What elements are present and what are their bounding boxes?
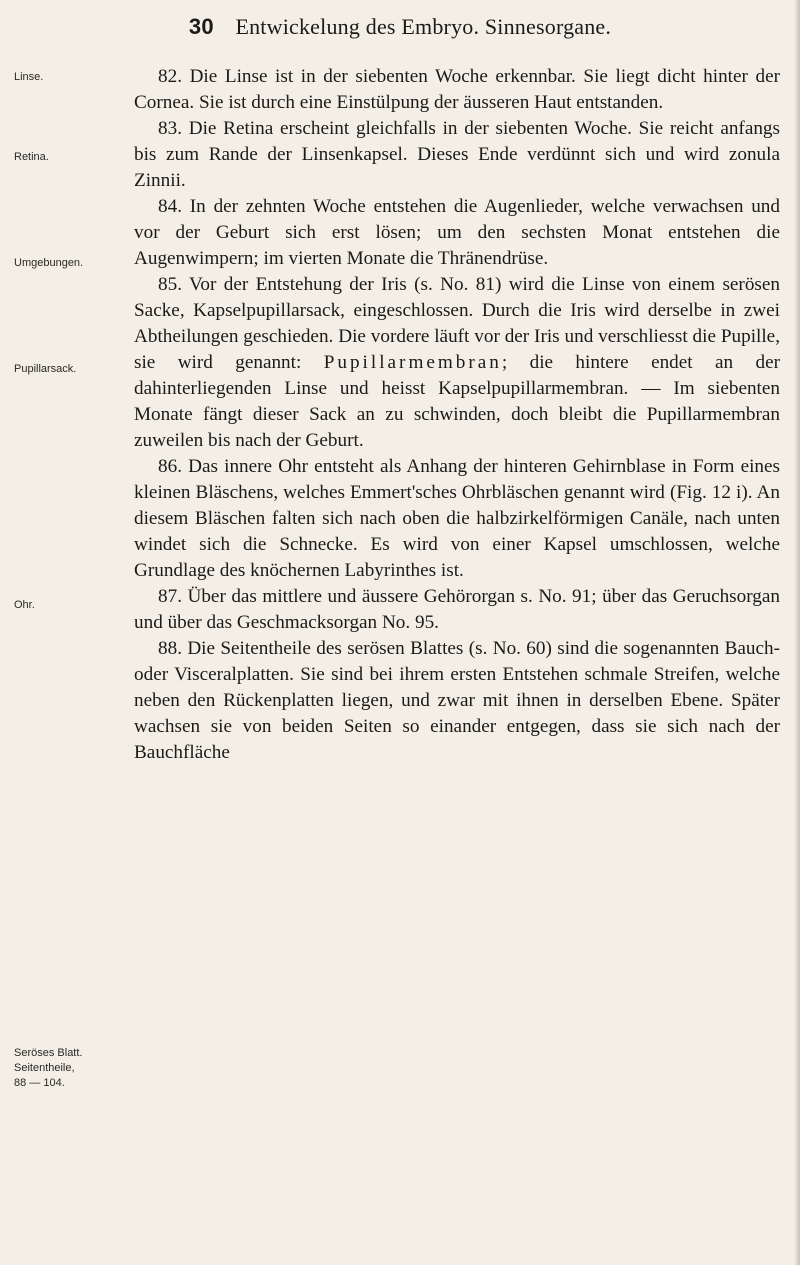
margin-note-linse: Linse. — [14, 71, 44, 83]
paragraph-84: 84. In der zehnten Woche entstehen die Augenlieder, welche verwachsen und vor der Geburt sich erst lösen; um den sechsten Monat entstehen die Augenwimpern; im vierten Monate die Thränendrüse. — [134, 196, 780, 269]
term-pupillarmembran: Pupillarmembran — [323, 352, 502, 373]
margin-note-retina: Retina. — [14, 151, 49, 163]
body-text — [134, 64, 780, 766]
running-title: Entwickelung des Embryo. Sinnesorgane. — [235, 14, 612, 39]
margin-note-umgebungen: Umgebungen. — [14, 257, 84, 269]
paragraph-88: 88. Die Seitentheile des serösen Blattes (s. No. 60) sind die sogenannten Bauch- oder Visceralplatten. Sie sind bei ihrem ersten Entstehen schmale Streifen, welche neben den Rückenplatten liegen, und zwar mit ihnen in derselben Ebene. Später wachsen sie von beiden Seiten so einander entgegen, dass sie sich nach der Bauchfläche — [134, 638, 780, 763]
margin-note-ohr: Ohr. — [14, 599, 35, 611]
paragraph-86: 86. Das innere Ohr entsteht als Anhang der hinteren Gehirnblase in Form eines kleinen Bläschens, welches Emmert'sches Ohrbläschen genannt wird (Fig. 12 i). An diesem Bläschen falten sich nach oben die halbzirkelförmigen Canäle, nach unten windet sich die Schnecke. Es wird von einer Kapsel umschlossen, welche Grundlage des knöchernen Labyrinthes ist. — [134, 456, 780, 581]
page-edge-shadow — [794, 0, 800, 1265]
paragraph-85-start: 85. Vor der Entstehung der Iris (s. No. 81) wird die Linse von einem serösen Sacke, Kapselpupillarsack, eingeschlossen. Durch die Iris wird derselbe in zwei Abtheilungen geschieden. Die vordere läuft vor der Iris und verschliesst die Pupille, sie wird genannt: — [134, 274, 780, 373]
page-header — [0, 14, 800, 40]
margin-note-seroses-blatt — [14, 1046, 94, 1091]
paragraph-82: 82. Die Linse ist in der siebenten Woche erkennbar. Sie liegt dicht hinter der Cornea. Sie ist durch eine Einstülpung der äusseren Haut entstanden. — [134, 66, 780, 113]
paragraph-83: 83. Die Retina erscheint gleichfalls in der siebenten Woche. Sie reicht anfangs bis zum Rande der Linsenkapsel. Dieses Ende verdünnt sich und wird zonula Zinnii. — [134, 118, 780, 191]
margin-note-seroses-blatt-line1: Seröses Blatt. — [14, 1047, 83, 1059]
margin-note-pupillarsack: Pupillarsack. — [14, 363, 77, 375]
page-number: 30 — [188, 14, 214, 39]
margin-note-range: 88 — 104. — [14, 1077, 65, 1089]
paragraph-85 — [134, 272, 780, 454]
margin-note-seitentheile: Seitentheile, — [14, 1062, 75, 1074]
paragraph-87: 87. Über das mittlere und äussere Gehörorgan s. No. 91; über das Geruchsorgan und über das Geschmacksorgan No. 95. — [134, 586, 780, 633]
paragraph-85-end: ; die hintere endet an der dahinterliegenden Linse und heisst Kapselpupillarmembran. — Im siebenten Monate fängt dieser Sack an zu schwinden, doch bleibt die Pupillarmembran zuweilen bis nach der Geburt. — [134, 352, 780, 451]
